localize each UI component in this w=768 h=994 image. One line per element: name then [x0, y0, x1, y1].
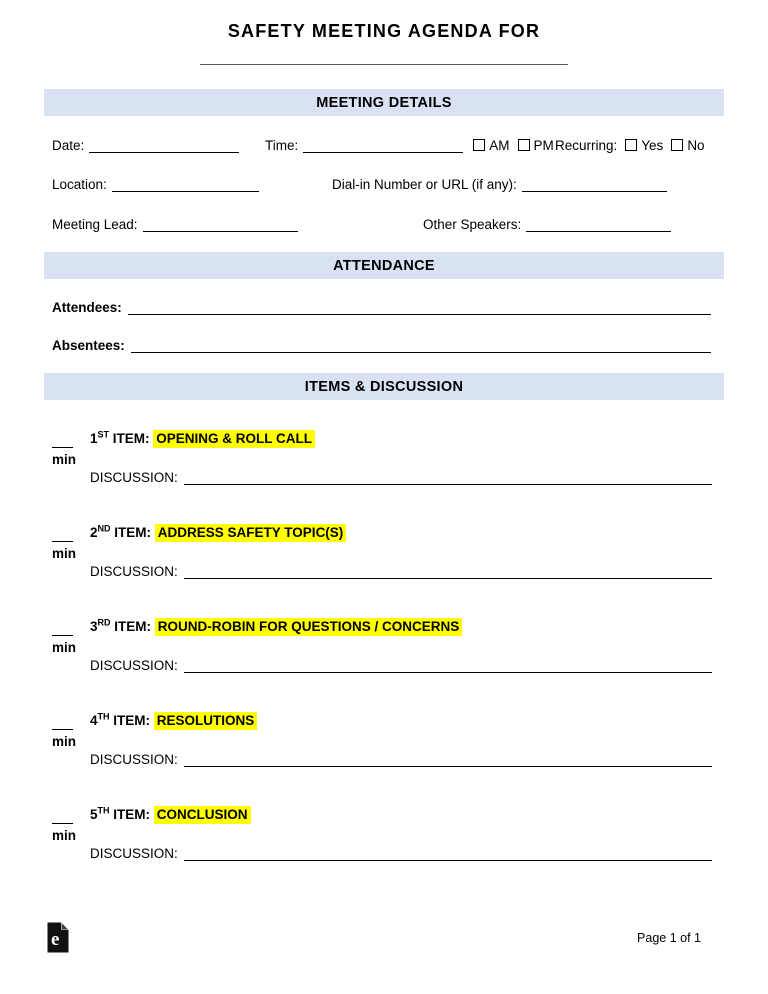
item-ordinal: 1 — [90, 431, 98, 446]
item-heading — [90, 525, 346, 540]
agenda-item — [52, 707, 712, 801]
discussion-blank-field[interactable] — [184, 469, 712, 485]
discussion-blank-field[interactable] — [184, 657, 712, 673]
location-label: Location: — [52, 177, 107, 192]
item-heading — [90, 713, 257, 728]
discussion-row — [90, 751, 712, 767]
eforms-logo-icon — [47, 922, 69, 953]
pm-checkbox[interactable] — [518, 139, 530, 151]
minutes-label: min — [52, 828, 77, 843]
minutes-blank-field[interactable] — [52, 809, 73, 824]
agenda-items-list — [52, 425, 712, 895]
item-ordinal-suffix: ST — [97, 429, 110, 440]
minutes-label: min — [52, 546, 77, 561]
page-number-label: Page 1 of 1 — [637, 931, 701, 945]
time-blank-field[interactable] — [303, 138, 463, 153]
discussion-label: DISCUSSION: — [90, 658, 178, 673]
recurring-label: Recurring: — [555, 138, 618, 153]
item-ordinal: 3 — [90, 619, 98, 634]
discussion-row — [90, 563, 712, 579]
location-field-group — [52, 177, 259, 192]
attendees-row — [52, 299, 711, 315]
absentees-blank-field[interactable] — [131, 337, 711, 353]
agenda-item — [52, 613, 712, 707]
other-speakers-field-group — [423, 217, 671, 232]
minutes-blank-field[interactable] — [52, 433, 73, 448]
attendees-label: Attendees: — [52, 300, 122, 315]
document-title: SAFETY MEETING AGENDA FOR — [227, 21, 541, 41]
discussion-blank-field[interactable] — [184, 563, 712, 579]
time-field-group — [265, 138, 554, 153]
item-topic-highlight: CONCLUSION — [154, 806, 251, 824]
item-topic-highlight: ADDRESS SAFETY TOPIC(S) — [155, 524, 347, 542]
item-ordinal-suffix: TH — [97, 805, 110, 816]
discussion-label: DISCUSSION: — [90, 752, 178, 767]
section-header-attendance — [44, 252, 724, 279]
discussion-row — [90, 657, 712, 673]
other-speakers-label: Other Speakers: — [423, 217, 522, 232]
minutes-blank-field[interactable] — [52, 527, 73, 542]
discussion-row — [90, 469, 712, 485]
item-word: ITEM: — [113, 807, 154, 822]
row-location-dialin — [52, 177, 724, 197]
discussion-blank-field[interactable] — [184, 751, 712, 767]
title-blank-line[interactable] — [200, 50, 568, 65]
meeting-lead-blank-field[interactable] — [143, 217, 298, 232]
dialin-blank-field[interactable] — [522, 177, 667, 192]
agenda-item — [52, 801, 712, 895]
recurring-yes-label: Yes — [641, 138, 664, 153]
other-speakers-blank-field[interactable] — [526, 217, 671, 232]
item-topic-highlight: OPENING & ROLL CALL — [153, 430, 315, 448]
item-word: ITEM: — [114, 525, 155, 540]
discussion-label: DISCUSSION: — [90, 564, 178, 579]
discussion-label: DISCUSSION: — [90, 846, 178, 861]
location-blank-field[interactable] — [112, 177, 259, 192]
recurring-yes-checkbox[interactable] — [625, 139, 637, 151]
item-topic-highlight: ROUND-ROBIN FOR QUESTIONS / CONCERNS — [155, 618, 463, 636]
row-lead-speakers — [52, 217, 724, 237]
item-ordinal: 4 — [90, 713, 98, 728]
item-ordinal-suffix: TH — [97, 711, 110, 722]
discussion-row — [90, 845, 712, 861]
minutes-blank-field[interactable] — [52, 621, 73, 636]
attendees-blank-field[interactable] — [128, 299, 711, 315]
meeting-lead-field-group — [52, 217, 298, 232]
item-heading — [90, 807, 251, 822]
item-ordinal-suffix: RD — [97, 617, 111, 628]
date-field-group — [52, 138, 239, 153]
minutes-label: min — [52, 734, 77, 749]
dialin-label: Dial-in Number or URL (if any): — [332, 177, 517, 192]
item-ordinal: 2 — [90, 525, 98, 540]
am-checkbox[interactable] — [473, 139, 485, 151]
date-label: Date: — [52, 138, 85, 153]
recurring-no-label: No — [687, 138, 705, 153]
section-header-label: MEETING DETAILS — [316, 94, 452, 111]
svg-text:e: e — [51, 929, 60, 950]
item-word: ITEM: — [113, 713, 154, 728]
minutes-label: min — [52, 640, 77, 655]
absentees-label: Absentees: — [52, 338, 125, 353]
absentees-row — [52, 337, 711, 353]
item-heading — [90, 431, 315, 446]
item-heading — [90, 619, 462, 634]
agenda-item — [52, 519, 712, 613]
discussion-label: DISCUSSION: — [90, 470, 178, 485]
row-date-time-recurring — [52, 138, 724, 158]
agenda-item — [52, 425, 712, 519]
item-word: ITEM: — [112, 431, 154, 446]
section-header-label: ATTENDANCE — [333, 257, 435, 274]
section-header-items-discussion — [44, 373, 724, 400]
discussion-blank-field[interactable] — [184, 845, 712, 861]
pm-label: PM — [533, 138, 554, 153]
section-header-meeting-details — [44, 89, 724, 116]
time-label: Time: — [265, 138, 299, 153]
item-topic-highlight: RESOLUTIONS — [154, 712, 258, 730]
meeting-lead-label: Meeting Lead: — [52, 217, 138, 232]
item-ordinal: 5 — [90, 807, 98, 822]
item-ordinal-suffix: ND — [97, 523, 111, 534]
recurring-no-checkbox[interactable] — [671, 139, 683, 151]
minutes-label: min — [52, 452, 77, 467]
am-label: AM — [489, 138, 510, 153]
recurring-field-group — [555, 138, 705, 153]
dialin-field-group — [332, 177, 667, 192]
section-header-label: ITEMS & DISCUSSION — [304, 378, 464, 395]
date-blank-field[interactable] — [89, 138, 239, 153]
minutes-blank-field[interactable] — [52, 715, 73, 730]
item-word: ITEM: — [114, 619, 155, 634]
